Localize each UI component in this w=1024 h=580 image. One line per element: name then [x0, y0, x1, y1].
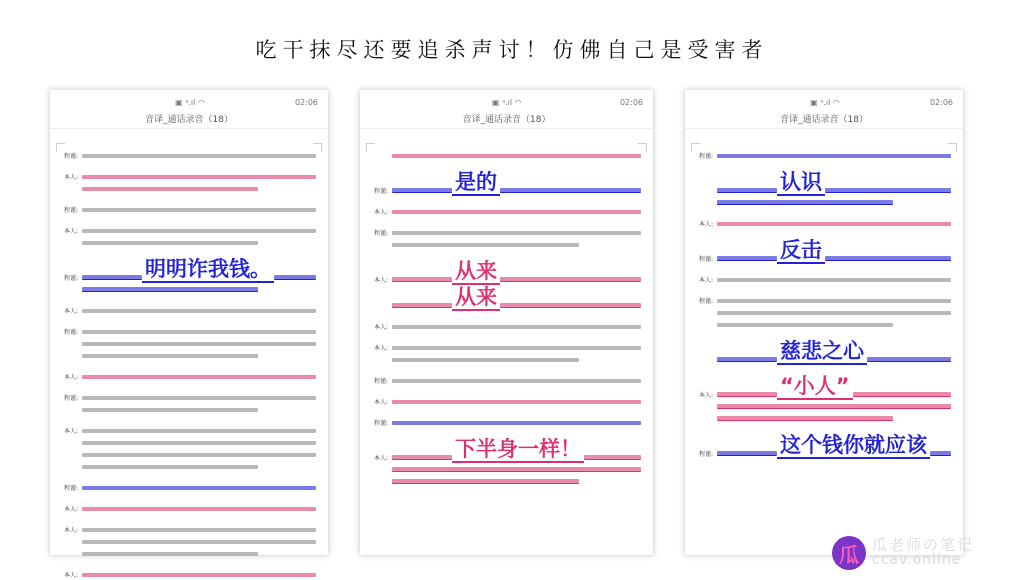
transcript-paragraph — [374, 226, 641, 250]
transcript-line — [699, 400, 951, 412]
speaker-label: 本人: — [374, 209, 389, 216]
page-corner-mark — [948, 143, 957, 152]
highlighted-phrase: 认识 — [777, 170, 825, 196]
transcript-paragraph — [374, 416, 641, 428]
transcript-line — [64, 203, 316, 215]
transcript-line — [64, 283, 316, 295]
transcript-line — [374, 395, 641, 407]
transcript-line — [374, 170, 641, 196]
speaker-label: 程谨: — [64, 485, 79, 492]
speaker-label: 本人: — [64, 308, 79, 315]
transcript-line — [374, 475, 641, 487]
transcript-line — [699, 170, 951, 196]
transcript-line — [374, 238, 641, 250]
text-line-placeholder — [717, 256, 777, 261]
speaker-label: 程谨: — [374, 378, 389, 385]
text-line-placeholder — [392, 467, 641, 472]
speaker-label: 本人: — [374, 277, 389, 284]
highlighted-phrase: 这个钱你就应该 — [777, 433, 930, 459]
text-line-placeholder — [392, 277, 452, 282]
transcript-paragraph — [64, 170, 316, 194]
transcript-line — [699, 217, 951, 229]
speaker-label: 程谨: — [374, 420, 389, 427]
transcript-line — [699, 273, 951, 285]
transcript-line — [64, 460, 316, 472]
speaker-label: 程谨: — [64, 207, 79, 214]
transcript-screenshot-1 — [50, 90, 328, 579]
text-line-placeholder — [82, 241, 258, 245]
text-line-placeholder — [82, 275, 142, 280]
transcript-line — [374, 320, 641, 332]
headline: 吃干抹尽还要追杀声讨！仿佛自己是受害者 — [255, 38, 769, 62]
text-line-placeholder — [825, 256, 951, 261]
transcript-line — [64, 403, 316, 415]
transcript-line — [374, 374, 641, 386]
speaker-label: 本人: — [64, 527, 79, 534]
transcript-content — [50, 129, 328, 580]
text-line-placeholder — [82, 330, 316, 334]
transcript-line — [64, 448, 316, 460]
transcript-line — [64, 304, 316, 316]
screen-title: 音译_通话录音（18） — [360, 112, 653, 129]
text-line-placeholder — [82, 465, 258, 469]
transcript-line — [699, 196, 951, 208]
text-line-placeholder — [82, 309, 316, 313]
transcript-line — [374, 341, 641, 353]
transcript-paragraph — [699, 273, 951, 285]
screen-title: 音译_通话录音（18） — [685, 112, 963, 129]
transcript-line — [699, 318, 951, 330]
text-line-placeholder — [717, 323, 893, 327]
transcript-line — [64, 424, 316, 436]
highlighted-phrase: 从来 — [452, 259, 500, 285]
status-time: 02:06 — [929, 98, 953, 107]
text-line-placeholder — [392, 325, 641, 329]
text-line-placeholder — [717, 451, 777, 456]
transcript-line — [64, 149, 316, 161]
transcript-line — [374, 463, 641, 475]
transcript-line — [64, 547, 316, 559]
transcript-paragraph — [699, 217, 951, 229]
text-line-placeholder — [82, 208, 316, 212]
transcript-paragraph — [64, 502, 316, 514]
transcript-paragraph — [699, 294, 951, 330]
speaker-label: 程谨: — [64, 329, 79, 336]
transcript-line — [64, 349, 316, 361]
transcript-line — [699, 149, 951, 161]
transcript-line — [64, 170, 316, 182]
transcript-paragraph — [374, 341, 641, 365]
transcript-line — [64, 224, 316, 236]
text-line-placeholder — [82, 507, 316, 511]
text-line-placeholder — [82, 375, 316, 379]
transcript-line — [374, 416, 641, 428]
transcript-paragraph — [374, 320, 641, 332]
text-line-placeholder — [392, 479, 579, 484]
text-line-placeholder — [717, 392, 777, 397]
text-line-placeholder — [82, 453, 316, 457]
transcript-line — [64, 182, 316, 194]
highlighted-phrase: “小人” — [777, 374, 853, 400]
speaker-label: 本人: — [699, 277, 714, 284]
text-line-placeholder — [717, 278, 951, 282]
page-corner-mark — [638, 143, 647, 152]
text-line-placeholder — [392, 455, 452, 460]
transcript-paragraph — [374, 149, 641, 161]
speaker-label: 本人: — [699, 221, 714, 228]
transcript-paragraph — [64, 391, 316, 415]
text-line-placeholder — [392, 231, 641, 235]
transcript-content — [685, 129, 963, 459]
text-line-placeholder — [717, 416, 893, 421]
transcript-line — [64, 337, 316, 349]
text-line-placeholder — [82, 552, 258, 556]
status-icons: ▣ ᵃ.ıl ◠ — [175, 98, 205, 107]
text-line-placeholder — [500, 188, 641, 193]
transcript-screenshot-3 — [685, 90, 963, 555]
text-line-placeholder — [825, 188, 951, 193]
status-icons: ▣ ᵃ.ıl ◠ — [810, 98, 840, 107]
transcript-line — [64, 481, 316, 493]
text-line-placeholder — [82, 187, 258, 191]
text-line-placeholder — [392, 188, 452, 193]
transcript-paragraph — [64, 568, 316, 580]
transcript-line — [699, 339, 951, 365]
speaker-label: 程谨: — [64, 153, 79, 160]
page-corner-mark — [313, 143, 322, 152]
text-line-placeholder — [392, 210, 641, 214]
transcript-line — [699, 374, 951, 400]
text-line-placeholder — [867, 357, 951, 362]
speaker-label: 程谨: — [699, 298, 714, 305]
transcript-line — [374, 205, 641, 217]
screen-title: 音译_通话录音（18） — [50, 112, 328, 129]
text-line-placeholder — [853, 392, 951, 397]
transcript-line — [374, 226, 641, 238]
page-corner-mark — [56, 143, 65, 152]
text-line-placeholder — [500, 303, 641, 308]
page-corner-mark — [691, 143, 700, 152]
status-time: 02:06 — [294, 98, 318, 107]
highlighted-phrase: 明明诈我钱。 — [142, 257, 274, 283]
highlighted-phrase: 慈悲之心 — [777, 339, 867, 365]
transcript-line — [374, 149, 641, 161]
text-line-placeholder — [717, 154, 951, 158]
transcript-paragraph — [64, 304, 316, 316]
transcript-paragraph — [374, 395, 641, 407]
text-line-placeholder — [392, 358, 579, 362]
transcript-paragraph — [374, 259, 641, 311]
text-line-placeholder — [717, 188, 777, 193]
speaker-label: 本人: — [64, 428, 79, 435]
status-time: 02:06 — [619, 98, 643, 107]
transcript-paragraph — [64, 257, 316, 295]
text-line-placeholder — [82, 287, 258, 292]
text-line-placeholder — [392, 400, 641, 404]
transcript-paragraph — [64, 325, 316, 361]
text-line-placeholder — [82, 396, 316, 400]
text-line-placeholder — [717, 200, 893, 205]
highlighted-phrase: 下半身一样！ — [452, 437, 584, 463]
speaker-label: 程谨: — [699, 256, 714, 263]
speaker-label: 本人: — [699, 392, 714, 399]
transcript-line — [64, 257, 316, 283]
transcript-content — [360, 129, 653, 487]
text-line-placeholder — [82, 229, 316, 233]
text-line-placeholder — [82, 573, 316, 577]
transcript-line — [64, 502, 316, 514]
text-line-placeholder — [82, 342, 316, 346]
highlighted-phrase: 从来 — [452, 285, 500, 311]
transcript-line — [699, 433, 951, 459]
transcript-paragraph — [64, 523, 316, 559]
text-line-placeholder — [82, 441, 316, 445]
transcript-paragraph — [64, 370, 316, 382]
text-line-placeholder — [717, 299, 951, 303]
status-bar — [50, 90, 328, 112]
transcript-paragraph — [64, 149, 316, 161]
speaker-label: 本人: — [374, 455, 389, 462]
text-line-placeholder — [392, 154, 641, 158]
logo-badge: 瓜 — [832, 536, 866, 570]
watermark-logo — [832, 536, 974, 570]
transcript-line — [64, 391, 316, 403]
speaker-label: 程谨: — [374, 188, 389, 195]
text-line-placeholder — [717, 357, 777, 362]
text-line-placeholder — [82, 429, 316, 433]
transcript-paragraph — [64, 203, 316, 215]
transcript-paragraph — [374, 437, 641, 487]
transcript-line — [374, 437, 641, 463]
transcript-paragraph — [64, 224, 316, 248]
text-line-placeholder — [82, 486, 316, 490]
transcript-line — [699, 294, 951, 306]
transcript-paragraph — [699, 374, 951, 424]
text-line-placeholder — [274, 275, 316, 280]
transcript-paragraph — [374, 374, 641, 386]
page-corner-mark — [366, 143, 375, 152]
transcript-line — [64, 568, 316, 580]
speaker-label: 程谨: — [699, 451, 714, 458]
text-line-placeholder — [584, 455, 641, 460]
transcript-line — [64, 325, 316, 337]
speaker-label: 本人: — [64, 506, 79, 513]
text-line-placeholder — [82, 175, 316, 179]
text-line-placeholder — [392, 303, 452, 308]
text-line-placeholder — [717, 222, 951, 226]
watermark-url: ccav.online — [872, 552, 962, 568]
transcript-screenshot-2 — [360, 90, 653, 555]
highlighted-phrase: 是的 — [452, 170, 500, 196]
speaker-label: 本人: — [64, 572, 79, 579]
speaker-label: 本人: — [374, 399, 389, 406]
transcript-paragraph — [64, 424, 316, 472]
status-bar — [685, 90, 963, 112]
watermark-name: 瓜老师の笔记 — [872, 536, 975, 554]
transcript-line — [699, 412, 951, 424]
speaker-label: 本人: — [64, 228, 79, 235]
transcript-line — [64, 523, 316, 535]
transcript-paragraph — [699, 433, 951, 459]
transcript-line — [64, 535, 316, 547]
speaker-label: 本人: — [374, 345, 389, 352]
text-line-placeholder — [392, 379, 641, 383]
transcript-paragraph — [699, 339, 951, 365]
transcript-paragraph — [374, 170, 641, 196]
text-line-placeholder — [82, 354, 258, 358]
text-line-placeholder — [930, 451, 951, 456]
transcript-line — [374, 353, 641, 365]
speaker-label: 程谨: — [374, 230, 389, 237]
transcript-paragraph — [699, 238, 951, 264]
text-line-placeholder — [717, 311, 951, 315]
text-line-placeholder — [392, 243, 579, 247]
speaker-label: 程谨: — [64, 395, 79, 402]
transcript-paragraph — [699, 170, 951, 208]
text-line-placeholder — [500, 277, 641, 282]
transcript-line — [64, 236, 316, 248]
text-line-placeholder — [717, 404, 951, 409]
transcript-line — [699, 306, 951, 318]
status-icons: ▣ ᵃ.ıl ◠ — [491, 98, 522, 107]
text-line-placeholder — [82, 154, 316, 158]
highlighted-phrase: 反击 — [777, 238, 825, 264]
speaker-label: 本人: — [64, 174, 79, 181]
transcript-line — [64, 436, 316, 448]
transcript-paragraph — [374, 205, 641, 217]
transcript-paragraph — [64, 481, 316, 493]
speaker-label: 程谨: — [699, 153, 714, 160]
text-line-placeholder — [392, 346, 641, 350]
transcript-line — [699, 238, 951, 264]
text-line-placeholder — [392, 421, 641, 425]
text-line-placeholder — [82, 408, 258, 412]
transcript-line — [64, 370, 316, 382]
text-line-placeholder — [82, 540, 316, 544]
transcript-paragraph — [699, 149, 951, 161]
speaker-label: 本人: — [374, 324, 389, 331]
speaker-label: 本人: — [64, 374, 79, 381]
transcript-line — [374, 285, 641, 311]
speaker-label: 程谨: — [64, 275, 79, 282]
status-bar — [360, 90, 653, 112]
text-line-placeholder — [82, 528, 316, 532]
transcript-line — [374, 259, 641, 285]
